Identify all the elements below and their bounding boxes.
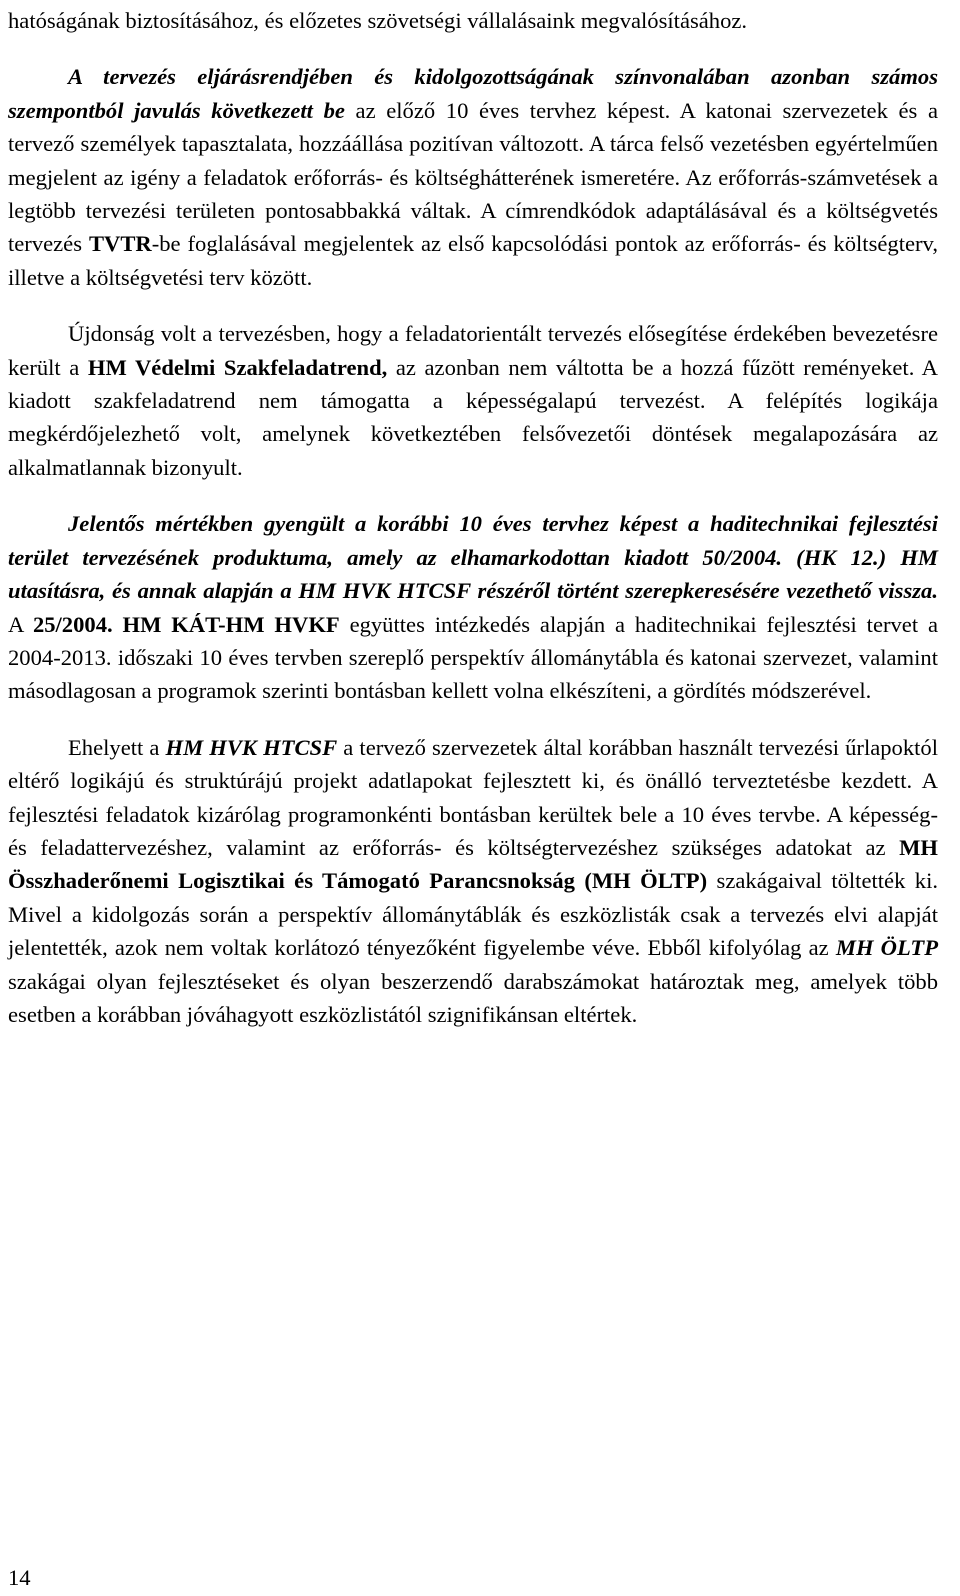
paragraph-4-text-end: együttes intézkedés alapján a haditechnikai fejlesztési tervet a 2004-2013. időszaki 10 éves tervben szereplő perspektív állománytábla és katonai szervezet, valamint másodlagosan a programok szerinti bontásban kellett volna elkészíteni, a gördítés módszerével.: [8, 611, 938, 704]
document-body: [8, 4, 938, 1031]
paragraph-4: [8, 507, 938, 707]
paragraph-2-emphasis: A tervezés eljárásrendjében és kidolgozottságának színvonalában azonban számos szempontból javulás következett be: [8, 64, 938, 123]
paragraph-5-text-end: szakágai olyan fejlesztéseket és olyan beszerzendő darabszámokat határoztak meg, amelyek több esetben a korábban jóváhagyott eszközlistától szignifikánsan eltértek.: [8, 968, 938, 1027]
paragraph-5: [8, 731, 938, 1032]
paragraph-2-bold-tvtr: TVTR: [88, 231, 152, 257]
paragraph-2-text-end: -be foglalásával megjelentek az első kapcsolódási pontok az erőforrás- és költségterv, illetve a költségvetési terv között.: [8, 231, 939, 290]
paragraph-5-text: Ehelyett a: [68, 734, 166, 760]
page-number: 14: [8, 1565, 31, 1590]
paragraph-4-bold-intezkedes: 25/2004. HM KÁT-HM HVKF: [32, 611, 340, 637]
paragraph-2-text: az előző 10 éves tervhez képest. A katonai szervezetek és a tervező személyek tapasztalata, hozzáállása pozitívan változott. A tárca felső vezetésben egyértelműen megjelent az igény a feladatok erőforrás- és költséghátterének ismeretére. Az erőforrás-számvetések a legtöbb tervezési területen pontosabbakká váltak. A címrendkódok adaptálásával és a költségvetés tervezés: [8, 97, 939, 257]
paragraph-3-bold-szakfeladatrend: HM Védelmi Szakfeladatrend,: [87, 354, 388, 380]
paragraph-3-text-end: az azonban nem váltotta be a hozzá fűzött reményeket. A kiadott szakfeladatrend nem támogatta a képességalapú tervezést. A felépítés logikája megkérdőjelezhető volt, amelynek következtében felsővezetői döntések megalapozására az alkalmatlannak bizonyult.: [8, 354, 938, 480]
paragraph-4-emphasis: Jelentős mértékben gyengült a korábbi 10 éves tervhez képest a haditechnikai fejlesztési terület tervezésének produktuma, amely az elhamarkodottan kiadott 50/2004. (HK 12.) HM utasításra, és annak alapján a HM HVK HTCSF részéről történt szerepkeresésére vezethető vissza.: [8, 511, 938, 604]
paragraph-5-bold-oltp: MH Összhaderőnemi Logisztikai és Támogató Parancsnokság (MH ÖLTP): [8, 834, 938, 894]
paragraph-2: [8, 60, 938, 294]
paragraph-5-emphasis-htcsf: HM HVK HTCSF: [165, 734, 338, 760]
paragraph-5-text-2: a tervező szervezetek által korábban használt tervezési űrlapoktól eltérő logikájú és struktúrájú projekt adatlapokat fejlesztett ki, és önálló terveztetésbe kezdett. A fejlesztési feladatok kizárólag programonkénti bontásban kerültek bele a 10 éves tervbe. A képesség- és feladattervezéshez, valamint az erőforrás- és költségtervezéshez szükséges adatokat az: [8, 734, 938, 860]
paragraph-3: [8, 317, 938, 484]
paragraph-1: [8, 4, 938, 37]
paragraph-3-text: Újdonság volt a tervezésben, hogy a feladatorientált tervezés elősegítése érdekében bevezetésre került a: [8, 321, 938, 380]
paragraph-5-text-3: szakágaival töltették ki. Mivel a kidolgozás során a perspektív állománytáblák és eszközlisták csak a tervezés elvi alapját jelentették, azok nem voltak korlátozó tényezőként figyelembe véve. Ebből kifolyólag az: [8, 868, 938, 961]
paragraph-5-emphasis-oltp: MH ÖLTP: [835, 935, 938, 961]
paragraph-1-text: hatóságának biztosításához, és előzetes szövetségi vállalásaink megvalósításához.: [8, 8, 748, 33]
paragraph-4-text: A: [8, 611, 33, 637]
